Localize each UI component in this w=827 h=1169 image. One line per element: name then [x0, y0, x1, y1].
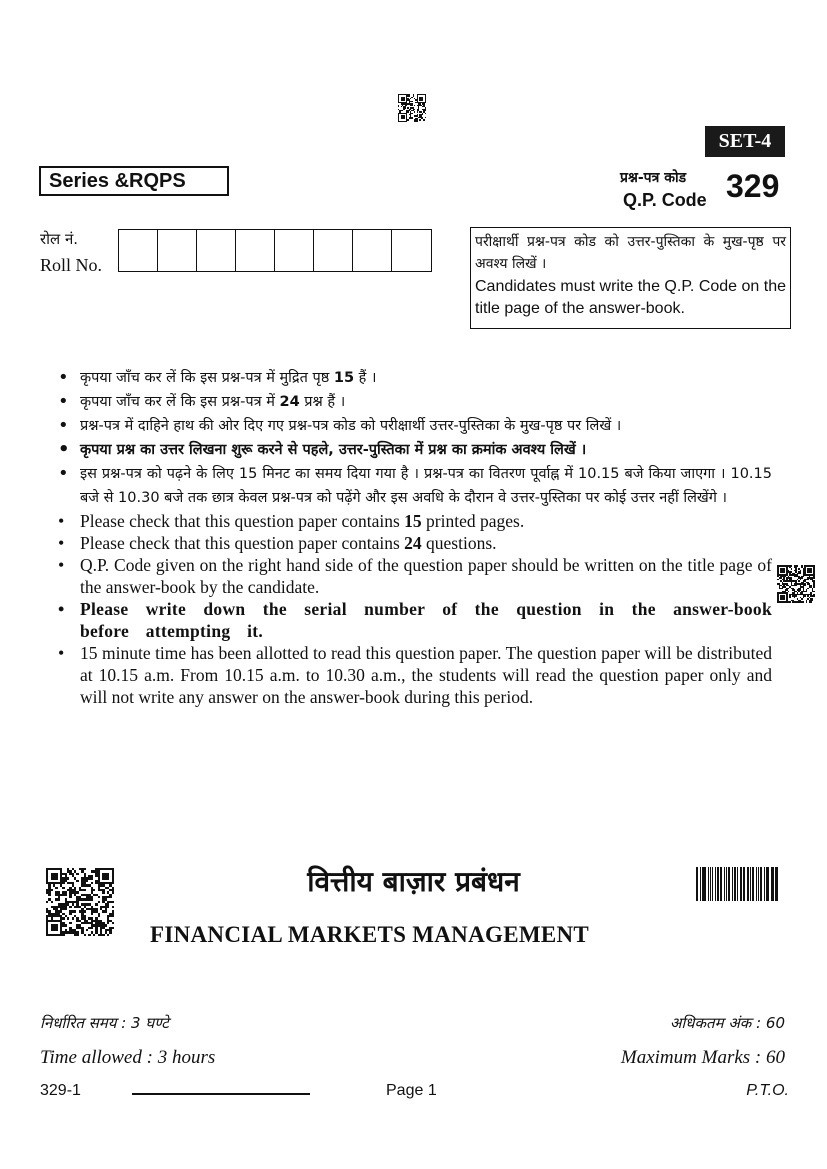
time-allowed: Time allowed : 3 hours [40, 1047, 216, 1068]
barcode-bar [752, 867, 755, 901]
general-instructions [52, 366, 772, 708]
qr-code-right [777, 565, 815, 603]
barcode-bar [702, 867, 703, 901]
roll-number-cell[interactable] [314, 230, 353, 271]
qp-code-label: Q.P. Code [623, 190, 707, 210]
barcode-bar [737, 867, 738, 901]
barcode-bar [734, 867, 737, 901]
instruction-item: • Please check that this question paper contains 24 questions. [52, 532, 772, 554]
barcode-bar [756, 867, 757, 901]
max-marks-hindi: अधिकतम अंक : 60 [669, 1014, 785, 1032]
pto-label: P.T.O. [746, 1082, 789, 1099]
barcode-bar [758, 867, 759, 901]
barcode-bar [747, 867, 749, 901]
roll-number-cell[interactable] [236, 230, 275, 271]
barcode-bar [750, 867, 751, 901]
roll-number-cell[interactable] [392, 230, 431, 271]
barcode-bar [696, 867, 698, 901]
barcode-bar [771, 867, 774, 901]
barcode-bar [724, 867, 725, 901]
instruction-item: • कृपया जाँच कर लें कि इस प्रश्न-पत्र में 24 प्रश्न हैं । [52, 390, 772, 414]
roll-number-cell[interactable] [119, 230, 158, 271]
instruction-item: • Q.P. Code given on the right hand side of the question paper should be written on the title page of the answer-book by the candidate. [52, 554, 772, 598]
barcode-bar [712, 867, 713, 901]
time-allowed-hindi: निर्धारित समय : 3 घण्टे [40, 1014, 169, 1032]
roll-number-cell[interactable] [158, 230, 197, 271]
roll-label-hindi: रोल नं. [40, 230, 79, 248]
barcode-bar [743, 867, 744, 901]
barcode-bar [766, 867, 767, 901]
roll-number-cell[interactable] [197, 230, 236, 271]
subject-title-hindi: वित्तीय बाज़ार प्रबंधन [307, 865, 520, 898]
barcode [696, 867, 780, 901]
barcode-bar [764, 867, 765, 901]
series-label: Series &RQPS [39, 166, 229, 196]
barcode-bar [700, 867, 701, 901]
roll-number-cell[interactable] [275, 230, 314, 271]
instruction-item: • कृपया जाँच कर लें कि इस प्रश्न-पत्र में मुद्रित पृष्ठ 15 हैं । [52, 366, 772, 390]
instruction-item: • Please write down the serial number of the question in the answer-book before attempting it. [52, 598, 772, 642]
barcode-bar [720, 867, 723, 901]
set-label: SET-4 [705, 126, 785, 157]
qr-code-top [398, 94, 426, 122]
qp-code-notice-box [470, 227, 791, 329]
qp-code-number: 329 [726, 168, 780, 204]
page-number: Page 1 [386, 1082, 437, 1099]
footer-divider [132, 1093, 310, 1095]
barcode-bar [732, 867, 733, 901]
subject-title: FINANCIAL MARKETS MANAGEMENT [150, 922, 590, 947]
barcode-bar [728, 867, 730, 901]
notice-hindi: परीक्षार्थी प्रश्न-पत्र कोड को उत्तर-पुस्तिका के मुख-पृष्ठ पर अवश्य लिखें । [475, 234, 786, 272]
barcode-bar [767, 867, 769, 901]
instruction-item: • 15 minute time has been allotted to read this question paper. The question paper will be distributed at 10.15 a.m. From 10.15 a.m. to 10.30 a.m., the students will read the question paper only and will not write any answer on the answer-book during this period. [52, 642, 772, 708]
instruction-item: • प्रश्न-पत्र में दाहिने हाथ की ओर दिए गए प्रश्न-पत्र कोड को परीक्षार्थी उत्तर-पुस्तिका के मुख-पृष्ठ पर लिखें । [52, 414, 772, 438]
footer-paper-code: 329-1 [40, 1082, 81, 1099]
barcode-bar [715, 867, 716, 901]
max-marks: Maximum Marks : 60 [620, 1047, 785, 1068]
barcode-bar [744, 867, 745, 901]
barcode-bar [717, 867, 719, 901]
roll-number-boxes[interactable] [118, 229, 432, 272]
barcode-bar [710, 867, 712, 901]
barcode-bar [726, 867, 727, 901]
instruction-item: • Please check that this question paper contains 15 printed pages. [52, 510, 772, 532]
roll-number-cell[interactable] [353, 230, 392, 271]
instruction-item: • कृपया प्रश्न का उत्तर लिखना शुरू करने से पहले, उत्तर-पुस्तिका में प्रश्न का क्रमांक अवश्य लिखें । [52, 438, 772, 462]
barcode-bar [776, 867, 778, 901]
barcode-bar [775, 867, 776, 901]
barcode-bar [740, 867, 742, 901]
barcode-bar [760, 867, 762, 901]
roll-label: Roll No. [40, 255, 103, 275]
instruction-item: • इस प्रश्न-पत्र को पढ़ने के लिए 15 मिनट का समय दिया गया है । प्रश्न-पत्र का वितरण पूर्वाह्न में 10.15 बजे किया जाएगा । 10.15 बजे से 10.30 बजे तक छात्र केवल प्रश्न-पत्र को पढ़ेंगे और इस अवधि के दौरान वे उत्तर-पुस्तिका पर कोई उत्तर नहीं लिखेंगे । [52, 462, 772, 510]
notice-english: Candidates must write the Q.P. Code on the title page of the answer-book. [475, 278, 786, 317]
barcode-bar [703, 867, 706, 901]
qp-code-hindi-label: प्रश्न-पत्र कोड [620, 170, 687, 186]
barcode-bar [708, 867, 709, 901]
